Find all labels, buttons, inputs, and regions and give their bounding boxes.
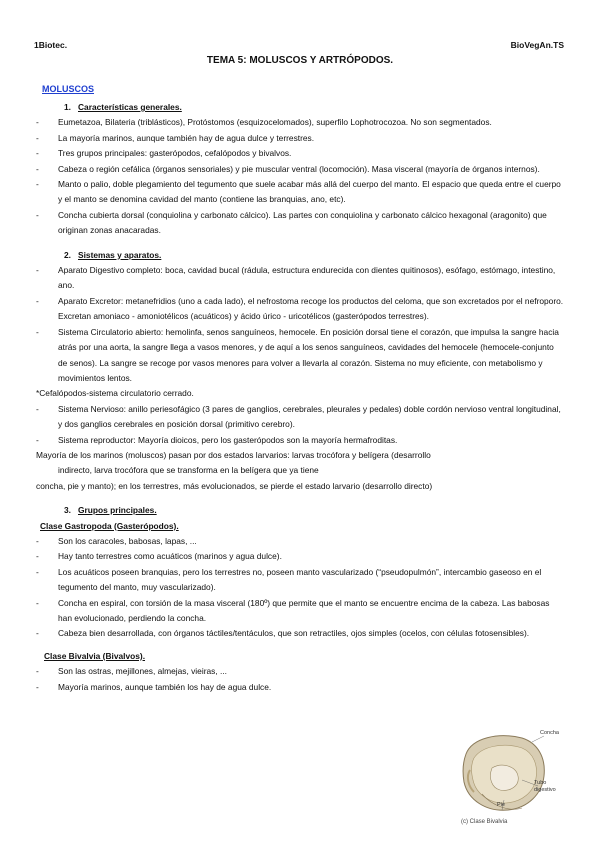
heading-2-text: Sistemas y aparatos.	[78, 249, 162, 260]
bivalve-illustration	[452, 724, 562, 834]
list-item: - Aparato Excretor: metanefridios (uno a cada lado), el nefrostoma recoge los productos del celoma, que son excretados por el nefroporo. Excretan amoniaco - amoniotélicos (acuáticos) y ácido úrico - uricotélicos (gasterópodos terrestres).	[36, 294, 564, 325]
paragraph-line: Mayoría de los marinos (moluscos) pasan por dos estados larvarios: larvas trocófora y belígera (desarrollo	[36, 449, 431, 460]
list-item: - Sistema reproductor: Mayoría dioicos, pero los gasterópodos son la mayoría hermafroditas.	[36, 433, 564, 448]
list-item: - Los acuáticos poseen branquias, pero los terrestres no, poseen manto vascularizado (“pseudopulmón”, intercambio gaseoso en el tegumento del manto, muy vascularizado).	[36, 565, 564, 596]
paragraph-line: indirecto, larva trocófora que se transforma en la belígera que ya tiene	[58, 465, 319, 476]
list-item: - Sistema Nervioso: anillo periesofágico (3 pares de ganglios, cerebrales, pleurales y pedales) doble cordón nervioso ventral longitudinal, y dos ganglios cerebrales en posición dorsal (primitivo cerebro).	[36, 402, 564, 433]
class-bivalvia-heading: Clase Bivalvia (Bivalvos).	[44, 650, 146, 661]
heading-1-text: Características generales.	[78, 102, 182, 112]
class-gastropoda-heading: Clase Gastropoda (Gasterópodos).	[40, 520, 179, 531]
list-item: - Hay tanto terrestres como acuáticos (marinos y agua dulce).	[36, 549, 564, 564]
list-item: - Son las ostras, mejillones, almejas, vieiras, ...	[36, 664, 463, 679]
list-item: - Aparato Digestivo completo: boca, cavidad bucal (rádula, estructura endurecida con dientes quitinosos), esófago, estómago, intestino, ano.	[36, 263, 564, 294]
header-right: BioVegAn.TS	[510, 40, 564, 50]
note: *Cefalópodos-sistema circulatorio cerrado.	[36, 388, 194, 399]
figure-label-pie: Pie	[497, 802, 505, 808]
list-item: - Cabeza bien desarrollada, con órganos táctiles/tentáculos, que son retractiles, ojos simples (ocelos, con células fotosensibles).	[36, 626, 564, 641]
figure-label-concha: Concha	[540, 730, 559, 736]
list-item: - Sistema Circulatorio abierto: hemolinfa, senos sanguíneos, hemocele. En posición dorsal tiene el corazón, que impulsa la sangre hacia atrás por una aorta, la sangre llega a vasos menores, y de aquí a los senos sanguíneos, cavidades del hemocele (hemocele-conjunto de senos). La sangre se recoge por vasos menores para volver a llevarla al corazón. Sistema no muy eficiente, con metabolismo y movimientos lentos.	[36, 325, 564, 387]
section-label: MOLUSCOS	[42, 84, 95, 94]
heading-1	[36, 100, 564, 115]
list-item: - Son los caracoles, babosas, lapas, ...	[36, 534, 564, 549]
page-title: TEMA 5: MOLUSCOS Y ARTRÓPODOS.	[206, 55, 394, 66]
list-item: - Cabeza o región cefálica (órganos sensoriales) y pie muscular ventral (locomoción). Masa visceral (mayoría de órganos internos).	[36, 162, 564, 177]
list-item: - Mayoría marinos, aunque también los hay de agua dulce.	[36, 680, 463, 695]
figure-caption: (c) Clase Bivalvia	[461, 819, 508, 825]
heading-3-text: Grupos principales.	[78, 505, 157, 516]
paragraph-line: concha, pie y manto); en los terrestres, más evolucionados, se pierde el estado larvario (desarrollo directo)	[36, 480, 433, 491]
header-left: 1Biotec.	[34, 40, 68, 50]
heading-2	[36, 248, 564, 263]
figure-label-tubo-digestivo: Tubo digestivo	[534, 780, 556, 793]
heading-3-number: 3.	[64, 505, 71, 516]
list-item: - Manto o palio, doble plegamiento del tegumento que suele acabar más allá del cuerpo del manto. El espacio que queda entre el cuerpo y el manto se denomina cavidad del manto (contiene las branquias, ano, etc).	[36, 177, 564, 208]
list-item: - Concha cubierta dorsal (conquiolina y carbonato cálcico). Las partes con conquiolina y carbonato cálcico hexagonal (aragonito) que originan zonas anacaradas.	[36, 208, 564, 239]
heading-3	[36, 503, 564, 518]
list-item: - Eumetazoa, Bilateria (triblásticos), Protóstomos (esquizocelomados), superfilo Lophotrocozoa. No son segmentados.	[36, 115, 564, 130]
heading-1-number: 1.	[64, 102, 71, 112]
list-item: - La mayoría marinos, aunque también hay de agua dulce y terrestres.	[36, 131, 564, 146]
heading-2-number: 2.	[64, 249, 71, 260]
list-item: - Concha en espiral, con torsión de la masa visceral (180º) que permite que el manto se encuentre encima de la cabeza. Las babosas han evolucionado, perdiendo la concha.	[36, 596, 564, 627]
list-item: - Tres grupos principales: gasterópodos, cefalópodos y bivalvos.	[36, 146, 564, 161]
document-body	[36, 100, 564, 695]
